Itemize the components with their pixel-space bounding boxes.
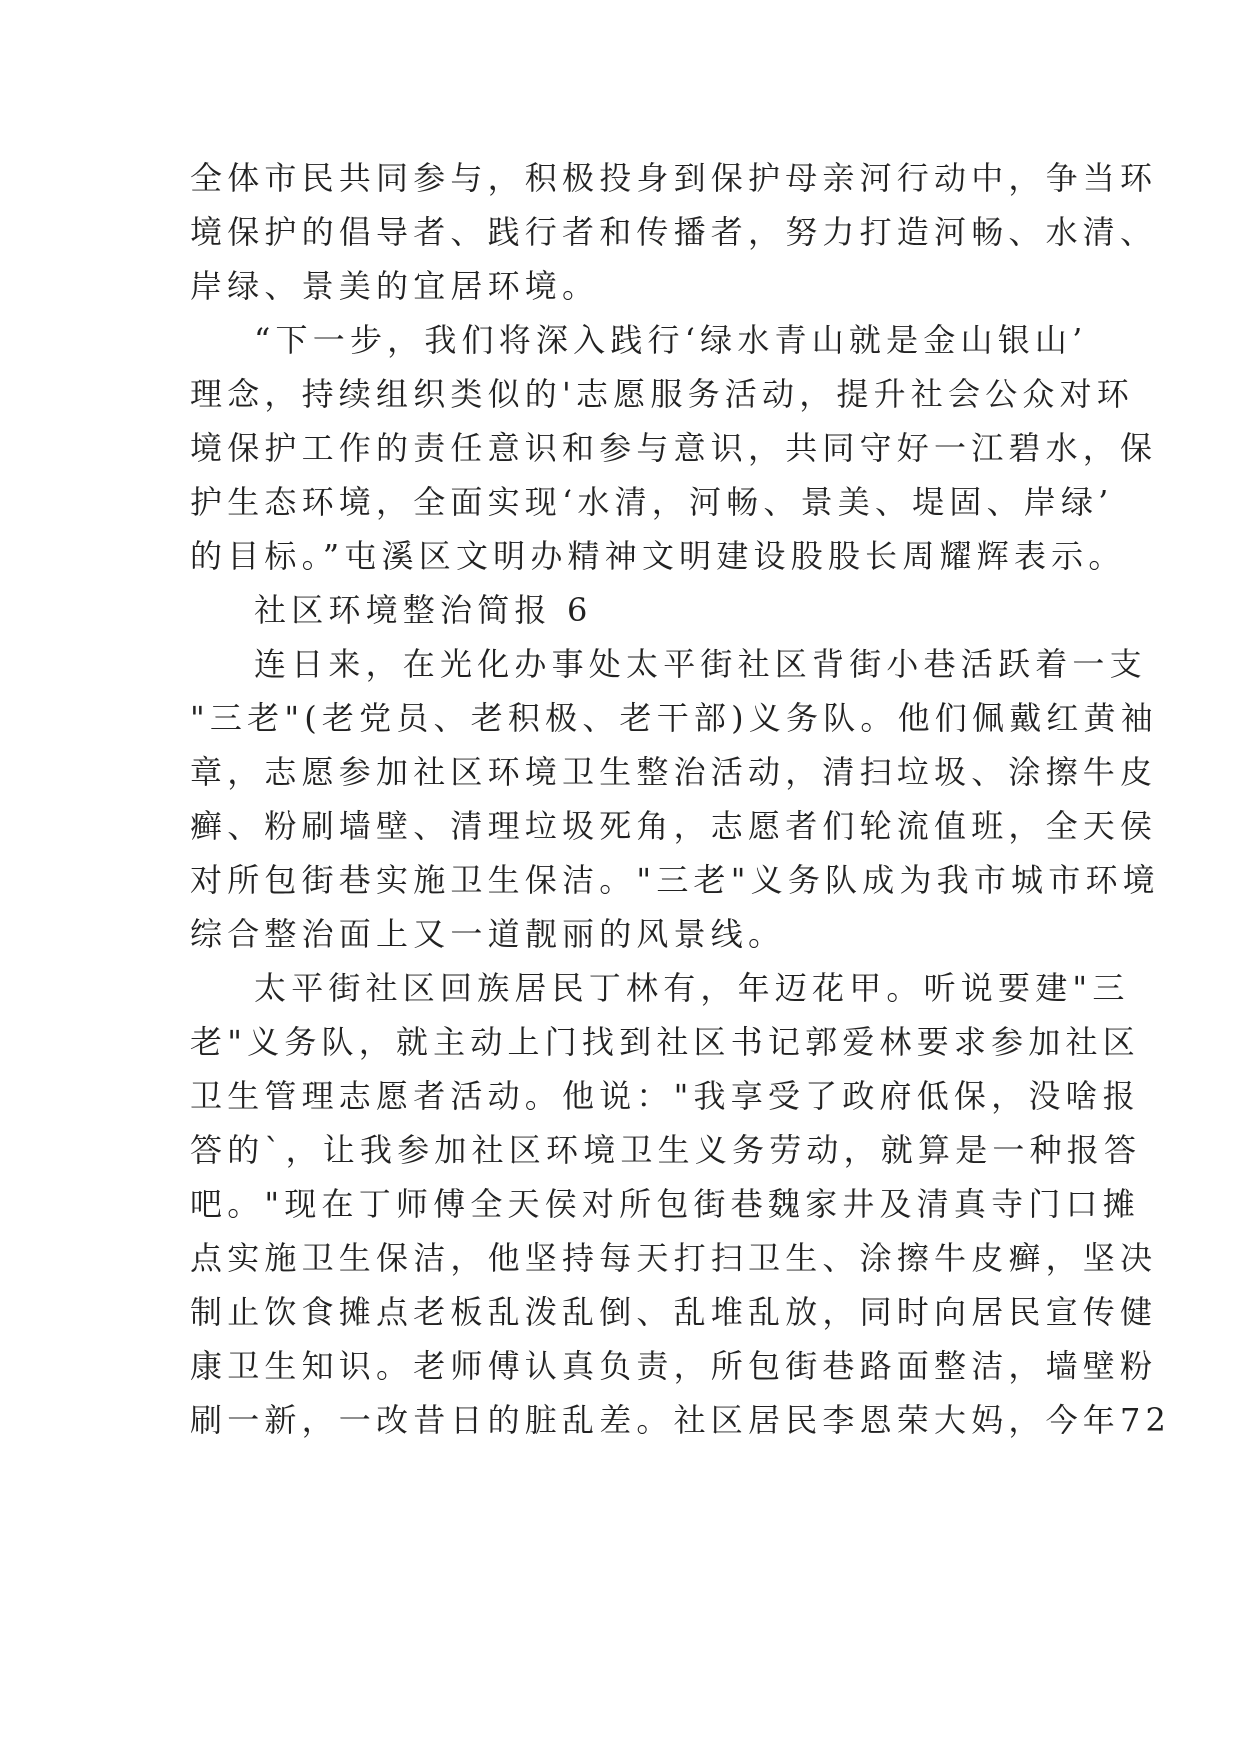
- text-line: 癣、粉刷墙壁、清理垃圾死角，志愿者们轮流值班，全天侯: [190, 807, 1158, 845]
- text-line: 老"义务队，就主动上门找到社区书记郭爱林要求参加社区: [190, 1023, 1140, 1061]
- text-line: 综合整治面上又一道靓丽的风景线。: [190, 915, 786, 953]
- text-line: 制止饮食摊点老板乱泼乱倒、乱堆乱放，同时向居民宣传健: [190, 1293, 1158, 1331]
- text-line: 岸绿、景美的宜居环境。: [190, 267, 600, 305]
- text-line: 护生态环境，全面实现‘水清，河畅、景美、堤固、岸绿’: [190, 483, 1114, 521]
- text-line: 卫生管理志愿者活动。他说："我享受了政府低保，没啥报: [190, 1077, 1140, 1115]
- text-line: 太平街社区回族居民丁林有，年迈花甲。听说要建"三: [254, 969, 1130, 1007]
- text-line: 境保护工作的责任意识和参与意识，共同守好一江碧水，保: [190, 429, 1158, 467]
- text-line: 康卫生知识。老师傅认真负责，所包街巷路面整洁，墙壁粉: [190, 1347, 1158, 1385]
- text-line: 答的`，让我参加社区环境卫生义务劳动，就算是一种报答: [190, 1131, 1142, 1169]
- text-line: "三老"(老党员、老积极、老干部)义务队。他们佩戴红黄袖: [190, 699, 1159, 737]
- text-line: 全体市民共同参与，积极投身到保护母亲河行动中，争当环: [190, 159, 1158, 197]
- text-line: 章，志愿参加社区环境卫生整治活动，清扫垃圾、涂擦牛皮: [190, 753, 1158, 791]
- text-line: 吧。"现在丁师傅全天侯对所包街巷魏家井及清真寺门口摊: [190, 1185, 1140, 1223]
- text-line: 对所包街巷实施卫生保洁。"三老"义务队成为我市城市环境: [190, 861, 1160, 899]
- text-line: 点实施卫生保洁，他坚持每天打扫卫生、涂擦牛皮癣，坚决: [190, 1239, 1158, 1277]
- text-line: 境保护的倡导者、践行者和传播者，努力打造河畅、水清、: [190, 213, 1158, 251]
- text-line: “下一步，我们将深入践行‘绿水青山就是金山银山’: [254, 321, 1088, 359]
- text-line: 连日来，在光化办事处太平街社区背街小巷活跃着一支: [254, 645, 1147, 683]
- section-heading: 社区环境整治简报 6: [254, 591, 593, 629]
- text-line: 理念，持续组织类似的'志愿服务活动，提升社会公众对环: [190, 375, 1134, 413]
- text-line: 刷一新，一改昔日的脏乱差。社区居民李恩荣大妈，今年72: [190, 1401, 1172, 1439]
- text-line: 的目标。”屯溪区文明办精神文明建设股股长周耀辉表示。: [190, 537, 1126, 575]
